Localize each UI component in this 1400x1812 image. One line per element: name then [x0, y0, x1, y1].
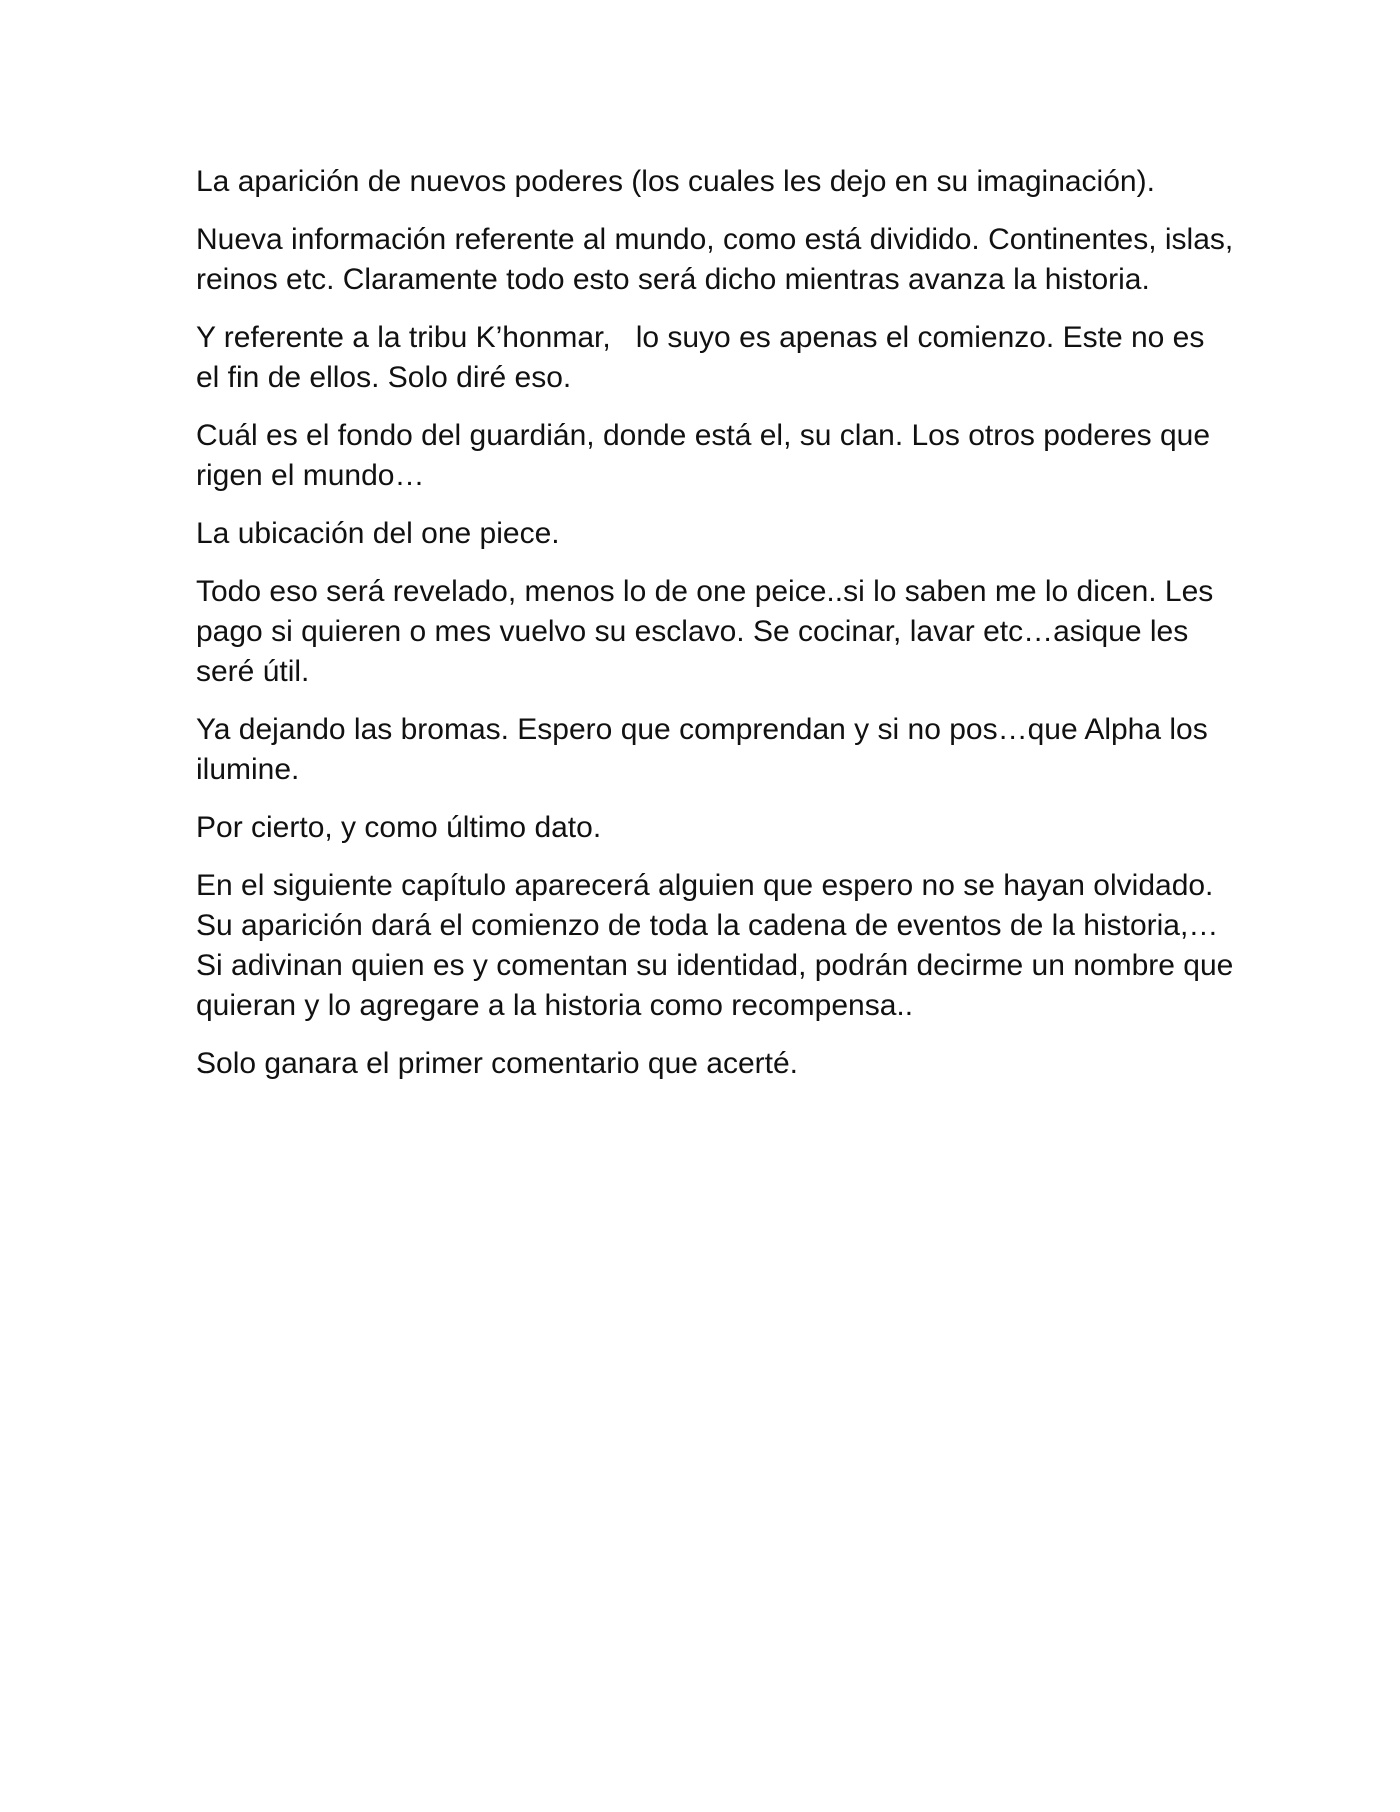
paragraph-6: Todo eso será revelado, menos lo de one peice..si lo saben me lo dicen. Les pago si quieren o mes vuelvo su esclavo. Se cocinar, lavar etc…asique les seré útil.: [196, 575, 1222, 688]
paragraph-3: Y referente a la tribu K’honmar, lo suyo es apenas el comienzo. Este no es el fin de ellos. Solo diré eso.: [196, 321, 1213, 394]
paragraph-2: Nueva información referente al mundo, como está dividido. Continentes, islas, reinos etc. Claramente todo esto será dicho mientras avanza la historia.: [196, 223, 1242, 296]
paragraph-8: Por cierto, y como último dato.: [196, 811, 602, 844]
paragraph-10: Solo ganara el primer comentario que acerté.: [196, 1047, 798, 1080]
document-body: [196, 162, 1242, 1102]
paragraph-7: Ya dejando las bromas. Espero que comprendan y si no pos…que Alpha los ilumine.: [196, 713, 1217, 786]
paragraph-4: Cuál es el fondo del guardián, donde está el, su clan. Los otros poderes que rigen el mundo…: [196, 419, 1219, 492]
paragraph-9: En el siguiente capítulo aparecerá alguien que espero no se hayan olvidado. Su aparición dará el comienzo de toda la cadena de eventos de la historia,…Si adivinan quien es y comentan su identidad, podrán decirme un nombre que quieran y lo agregare a la historia como recompensa..: [196, 869, 1242, 1022]
paragraph-5: La ubicación del one piece.: [196, 517, 560, 550]
paragraph-1: La aparición de nuevos poderes (los cuales les dejo en su imaginación).: [196, 165, 1155, 198]
